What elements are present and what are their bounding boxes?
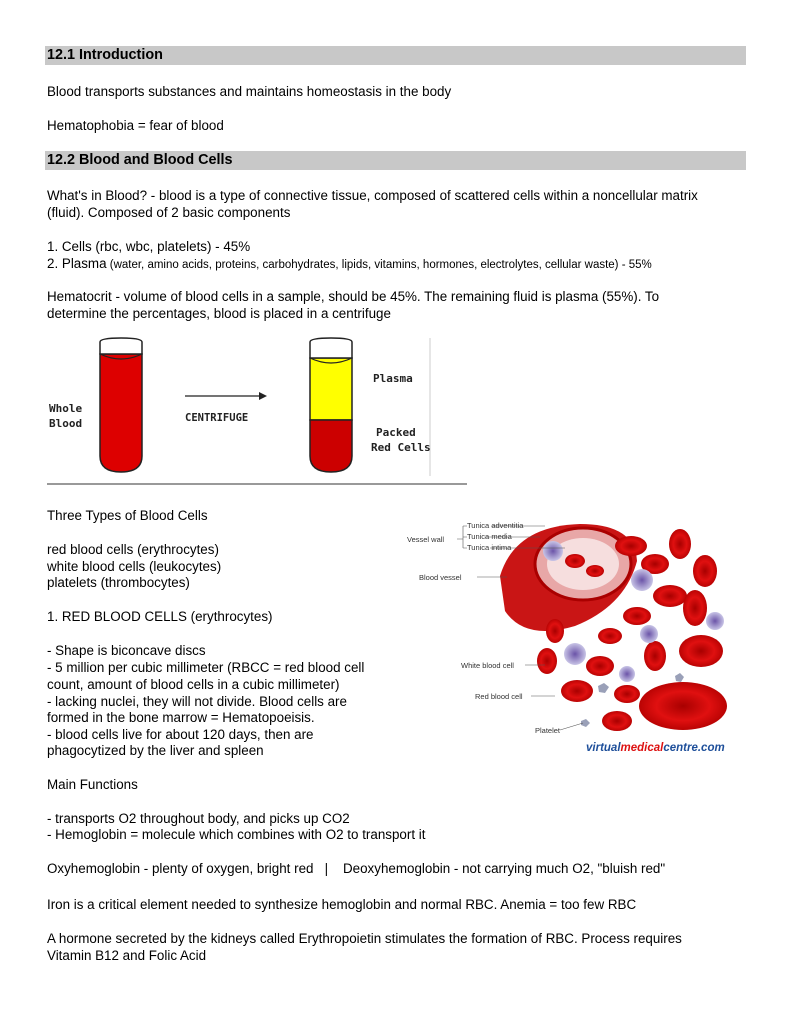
oxyhemoglobin-line: Oxyhemoglobin - plenty of oxygen, bright red | Deoxyhemoglobin - not carrying much O2, "bluish red" [47, 861, 666, 876]
label-tunica-adventitia: Tunica adventitia [467, 521, 524, 530]
rbc-shape: - Shape is biconcave discs [47, 643, 206, 658]
component-plasma-label: 2. Plasma [47, 256, 107, 271]
centrifuge-label: CENTRIFUGE [185, 412, 249, 424]
function-2: - Hemoglobin = molecule which combines with O2 to transport it [47, 827, 426, 842]
label-white-blood-cell: White blood cell [461, 661, 514, 670]
packed-label-2: Red Cells [371, 441, 431, 454]
plasma-label: Plasma [373, 372, 413, 385]
plasma-layer [310, 358, 352, 420]
label-blood-vessel: Blood vessel [419, 573, 462, 582]
whole-blood-tube [100, 338, 142, 472]
separated-blood-tube [310, 338, 352, 472]
functions-title: Main Functions [47, 777, 138, 792]
label-platelet: Platelet [535, 726, 561, 735]
divider-line [47, 483, 467, 485]
component-plasma-detail: (water, amino acids, proteins, carbohydrates, lipids, vitamins, hormones, electrolytes, cellular waste) - 55% [106, 259, 652, 271]
rbc-heading: 1. RED BLOOD CELLS (erythrocytes) [47, 609, 273, 624]
rbc-lifespan-1: - blood cells live for about 120 days, then are [47, 727, 314, 742]
blood-vessel-illustration [405, 516, 750, 760]
hematocrit-line-1: Hematocrit - volume of blood cells in a sample, should be 45%. The remaining fluid is plasma (55%). To [47, 289, 660, 304]
type-wbc: white blood cells (leukocytes) [47, 559, 222, 574]
type-rbc: red blood cells (erythrocytes) [47, 542, 219, 557]
label-tunica-media: Tunica media [467, 532, 512, 541]
centrifuge-arrow [185, 392, 267, 400]
packed-label-1: Packed [376, 426, 416, 439]
intro-paragraph-1: Blood transports substances and maintains homeostasis in the body [47, 84, 452, 99]
whole-blood-label-1: Whole [49, 402, 83, 415]
label-vessel-wall: Vessel wall [407, 535, 445, 544]
intro-paragraph-2: Hematophobia = fear of blood [47, 118, 224, 133]
hematocrit-line-2: determine the percentages, blood is placed in a centrifuge [47, 306, 391, 321]
erythropoietin-line-2: Vitamin B12 and Folic Acid [47, 948, 207, 963]
types-title: Three Types of Blood Cells [47, 508, 208, 523]
rbc-nuclei-2: formed in the bone marrow = Hematopoeisis. [47, 710, 315, 725]
rbc-count-2: count, amount of blood cells in a cubic millimeter) [47, 677, 340, 692]
rbc-count-1: - 5 million per cubic millimeter (RBCC = red blood cell [47, 660, 365, 675]
centrifuge-diagram [47, 336, 432, 478]
whole-blood-fill [100, 354, 142, 472]
component-plasma [47, 255, 747, 274]
packed-cells-layer [310, 420, 352, 472]
function-1: - transports O2 throughout body, and picks up CO2 [47, 811, 350, 826]
rbc-nuclei-1: - lacking nuclei, they will not divide. Blood cells are [47, 694, 347, 709]
type-platelets: platelets (thrombocytes) [47, 575, 190, 590]
label-red-blood-cell: Red blood cell [475, 692, 523, 701]
section-heading-introduction: 12.1 Introduction [45, 46, 746, 65]
brand-watermark: virtualmedicalcentre.com [586, 742, 725, 754]
whats-in-blood-line-2: (fluid). Composed of 2 basic components [47, 205, 291, 220]
rbc-lifespan-2: phagocytized by the liver and spleen [47, 743, 264, 758]
label-tunica-intima: Tunica intima [467, 543, 512, 552]
erythropoietin-line-1: A hormone secreted by the kidneys called Erythropoietin stimulates the formation of RBC. Process requires [47, 931, 682, 946]
component-cells: 1. Cells (rbc, wbc, platelets) - 45% [47, 239, 251, 254]
whats-in-blood-line-1: What's in Blood? - blood is a type of connective tissue, composed of scattered cells within a noncellular matrix [47, 188, 698, 203]
section-heading-blood-cells: 12.2 Blood and Blood Cells [45, 151, 746, 170]
iron-line: Iron is a critical element needed to synthesize hemoglobin and normal RBC. Anemia = too few RBC [47, 897, 637, 912]
whole-blood-label-2: Blood [49, 417, 83, 430]
